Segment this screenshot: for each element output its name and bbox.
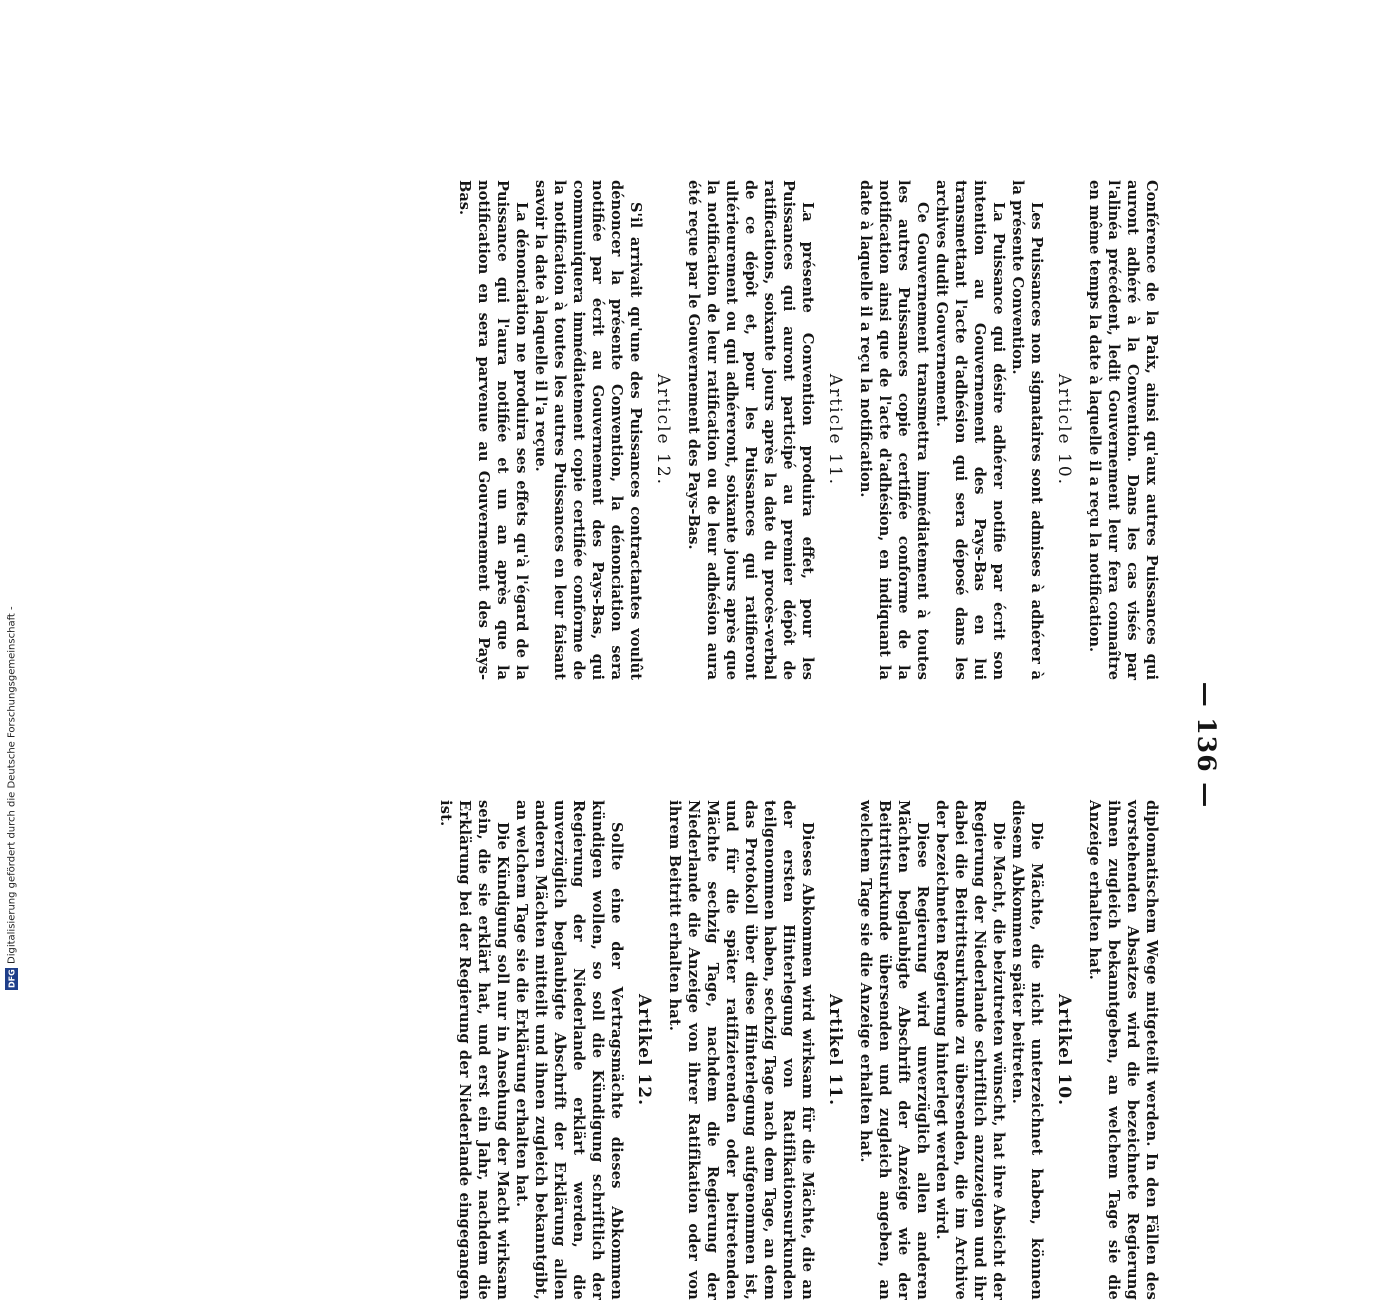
- french-article-10-p3: Ce Gouvernement transmettra immédiatement à toutes les autres Puissances copie certifiée conforme de la notification ainsi que de l'acte d'adhésion, en indiquant la date à laquelle il a reçu la notification.: [857, 180, 931, 680]
- german-article-10-p1: Die Mächte, die nicht unterzeichnet haben, können diesem Abkommen später beitreten.: [1009, 800, 1045, 1300]
- german-article-11-heading: Artikel 11.: [825, 993, 845, 1106]
- page-number: — 136 —: [1192, 681, 1221, 809]
- french-intro: Conférence de la Paix, ainsi qu'aux autres Puissances qui auront adhéré à la Convention. Dans les cas visés par l'alinéa précédent, ledit Gouvernement leur fera connaître en même temps la date à laquelle il a reçu la notification.: [1086, 180, 1160, 680]
- french-article-12-heading: Article 12.: [653, 373, 673, 487]
- german-column: [436, 800, 1161, 1300]
- french-article-10-p1: Les Puissances non signataires sont admises à adhérer à la présente Convention.: [1009, 180, 1045, 680]
- german-article-10-heading: Artikel 10.: [1054, 993, 1074, 1106]
- french-article-12-p1: S'il arrivait qu'une des Puissances contractantes voulût dénoncer la présente Convention, la dénonciation sera notifiée par écrit au Gouvernement des Pays-Bas, qui communiquera immédiatement copie certifiée conforme de la notification à toutes les autres Puissances en leur faisant savoir la date à laquelle il l'a reçue.: [532, 180, 644, 680]
- french-article-11-heading: Article 11.: [825, 373, 845, 487]
- digitization-credit: [4, 10, 20, 990]
- french-article-10-p2: La Puissance qui désire adhérer notifie par écrit son intention au Gouvernement des Pays-Bas en lui transmettant l'acte d'adhésion qui sera déposé dans les archives dudit Gouvernement.: [933, 180, 1007, 680]
- german-article-12-p2: Die Kündigung soll nur in Ansehung der Macht wirksam sein, die sie erklärt hat, und erst ein Jahr, nachdem die Erklärung bei der Regierung der Niederlande eingegangen ist.: [437, 800, 511, 1300]
- credit-text: Digitalisierung gefördert durch die Deutsche Forschungsgemeinschaft -: [6, 606, 18, 964]
- rotated-text-page: [141, 180, 1221, 1310]
- french-article-11-p1: La présente Convention produira effet, pour les Puissances qui auront participé au premier dépôt de ratifications, soixante jours après la date du procès-verbal de ce dépôt et, pour les Puissances qui ratifieront ultérieurement ou qui adhéreront, soixante jours après que la notification de leur ratification ou de leur adhésion aura été reçue par le Gouvernement des Pays-Bas.: [685, 180, 816, 680]
- german-intro: diplomatischem Wege mitgeteilt werden. In den Fällen des vorstehenden Absatzes wird die bezeichnete Regierung ihnen zugleich bekanntgeben, an welchem Tage sie die Anzeige erhalten hat.: [1086, 800, 1160, 1300]
- german-article-11-p1: Dieses Abkommen wird wirksam für die Mächte, die an der ersten Hinterlegung von Ratifikationsurkunden teilgenommen haben, sechzig Tage nach dem Tage, an dem das Protokoll über diese Hinterlegung aufgenommen ist, und für die später ratifizierenden oder beitretenden Mächte sechzig Tage, nachdem die Regierung der Niederlande die Anzeige von ihrer Ratifikation oder von ihrem Beitritt erhalten hat.: [666, 800, 816, 1300]
- french-article-10-heading: Article 10.: [1054, 373, 1074, 487]
- german-article-12-p1: Sollte eine der Vertragsmächte dieses Abkommen kündigen wollen, so soll die Kündigung schriftlich der Regierung der Niederlande erklärt werden, die unverzüglich beglaubigte Abschrift der Erklärung allen anderen Mächten mitteilt und ihnen zugleich bekanntgibt, an welchem Tage sie die Erklärung erhalten hat.: [513, 800, 625, 1300]
- german-article-10-p2: Die Macht, die beizutreten wünscht, hat ihre Absicht der Regierung der Niederlande schriftlich anzuzeigen und ihr dabei die Beitrittsurkunde zu übersenden, die im Archive der bezeichneten Regierung hinterlegt werden wird.: [933, 800, 1007, 1300]
- french-column: [455, 180, 1161, 680]
- german-article-10-p3: Diese Regierung wird unverzüglich allen anderen Mächten beglaubigte Abschrift der Anzeige wie der Beitrittsurkunde übersenden und zugleich angeben, an welchem Tage sie die Anzeige erhalten hat.: [857, 800, 931, 1300]
- dfg-logo: DFG: [7, 969, 17, 989]
- german-article-12-heading: Artikel 12.: [634, 993, 654, 1106]
- french-article-12-p2: La dénonciation ne produira ses effets qu'à l'égard de la Puissance qui l'aura notifiée et un an après que la notification en sera parvenue au Gouvernement des Pays-Bas.: [456, 180, 530, 680]
